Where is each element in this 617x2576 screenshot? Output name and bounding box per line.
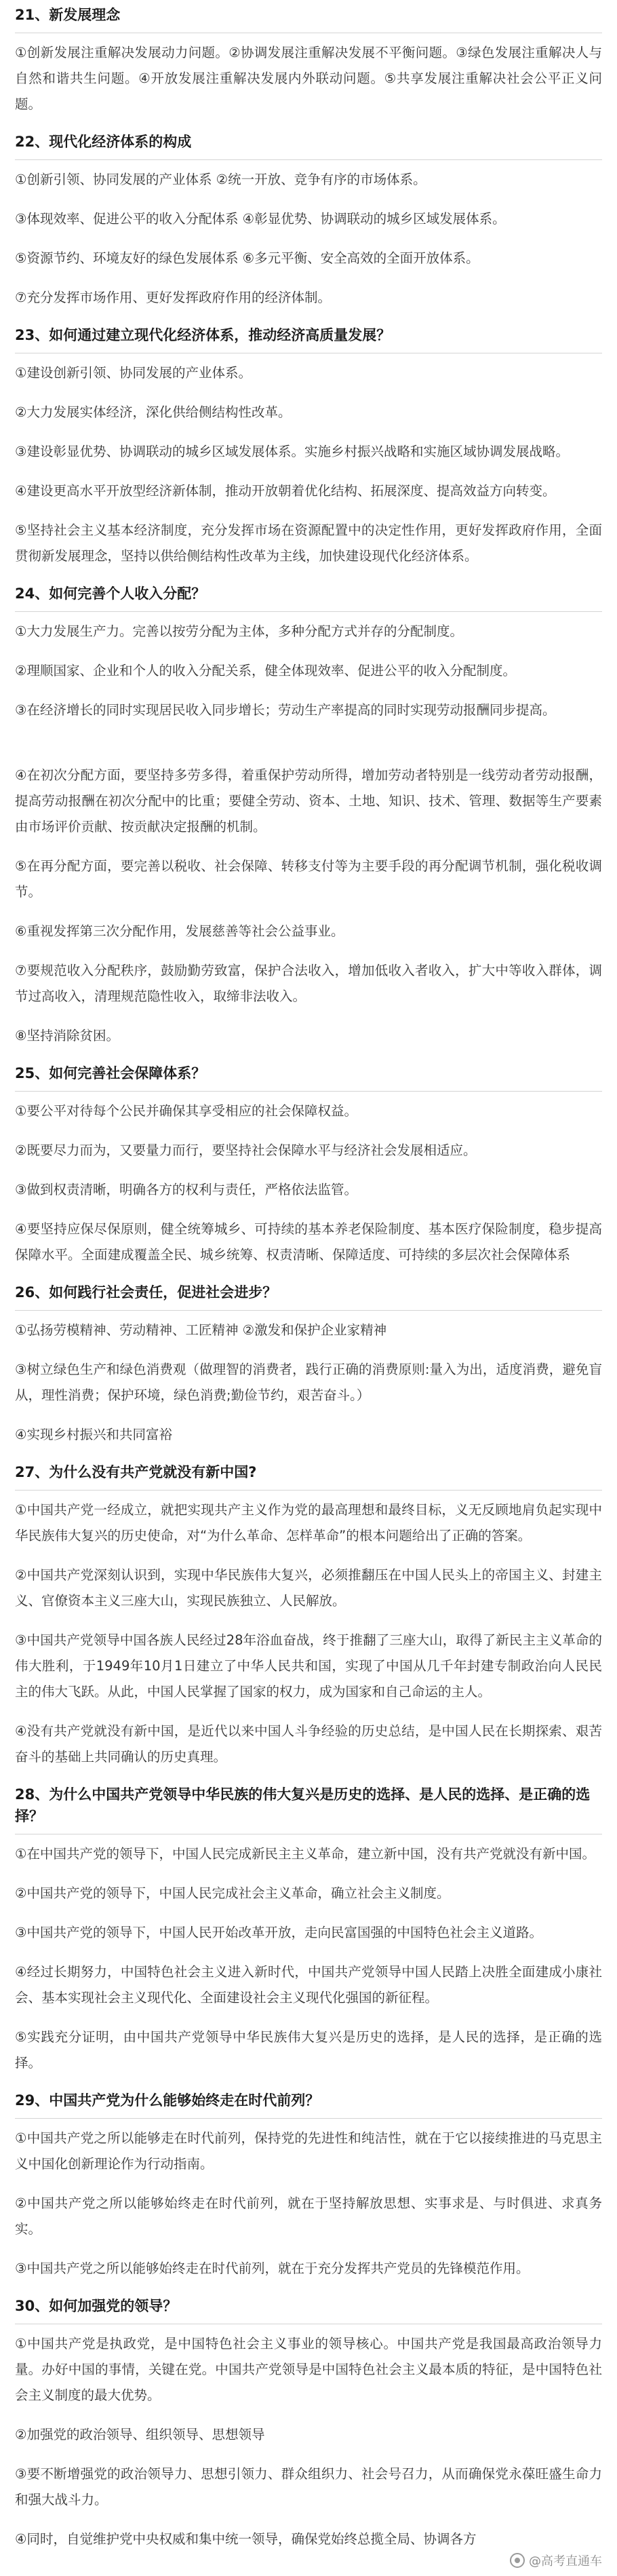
section-title: 24、如何完善个人收入分配？ bbox=[15, 585, 206, 602]
paragraph: ④在初次分配方面，要坚持多劳多得，着重保护劳动所得，增加劳动者特别是一线劳动者劳动报酬，提高劳动报酬在初次分配中的比重；要健全劳动、资本、土地、知识、技术、管理、数据等生产要素由市场评价贡献、按贡献决定报酬的机制。 bbox=[15, 767, 602, 834]
section bbox=[15, 1062, 602, 1268]
paragraph: ①创新引领、协同发展的产业体系 ②统一开放、竞争有序的市场体系。 bbox=[15, 172, 426, 187]
paragraph: ⑤资源节约、环境友好的绿色发展体系 ⑥多元平衡、安全高效的全面开放体系。 bbox=[15, 250, 479, 266]
paragraph: ②大力发展实体经济，深化供给侧结构性改革。 bbox=[15, 404, 292, 420]
paragraph: ①在中国共产党的领导下，中国人民完成新民主主义革命，建立新中国，没有共产党就没有新中国。 bbox=[15, 1846, 595, 1862]
section-title: 28、为什么中国共产党领导中华民族的伟大复兴是历史的选择、是人民的选择、是正确的选择？ bbox=[15, 1786, 591, 1824]
paragraph: ⑤在再分配方面，要完善以税收、社会保障、转移支付等为主要手段的再分配调节机制，强化税收调节。 bbox=[15, 858, 602, 900]
paragraph: ⑧坚持消除贫困。 bbox=[15, 1028, 119, 1043]
section-title: 22、现代化经济体系的构成 bbox=[15, 134, 192, 150]
paragraph: ③中国共产党领导中国各族人民经过28年浴血奋战，终于推翻了三座大山，取得了新民主主义革命的伟大胜利，于1949年10月1日建立了中华人民共和国，实现了中国从几千年封建专制政治向人民民主的伟大飞跃。从此，中国人民掌握了国家的权力，成为国家和自己命运的主人。 bbox=[15, 1632, 602, 1699]
paragraph: ②中国共产党之所以能够始终走在时代前列，就在于坚持解放思想、实事求是、与时俱进、求真务实。 bbox=[15, 2195, 602, 2237]
paragraph: ①要公平对待每个公民并确保其享受相应的社会保障权益。 bbox=[15, 1103, 357, 1119]
paragraph: ①建设创新引领、协同发展的产业体系。 bbox=[15, 365, 252, 381]
paragraph: ④要坚持应保尽保原则，健全统筹城乡、可持续的基本养老保险制度、基本医疗保险制度，稳步提高保障水平。全面建成覆盖全民、城乡统筹、权责清晰、保障适度、可持续的多层次社会保障体系 bbox=[15, 1221, 602, 1263]
paragraph: ②加强党的政治领导、组织领导、思想领导 bbox=[15, 2427, 265, 2442]
paragraph: ②中国共产党深刻认识到，实现中华民族伟大复兴，必须推翻压在中国人民头上的帝国主义、封建主义、官僚资本主义三座大山，实现民族独立、人民解放。 bbox=[15, 1567, 602, 1609]
section-divider bbox=[15, 611, 602, 612]
paragraph: ①弘扬劳模精神、劳动精神、工匠精神 ②激发和保护企业家精神 bbox=[15, 1322, 387, 1338]
section bbox=[15, 1282, 602, 1448]
section bbox=[15, 1784, 602, 2076]
paragraph: ③做到权责清晰，明确各方的权利与责任，严格依法监管。 bbox=[15, 1182, 357, 1197]
section bbox=[15, 2090, 602, 2282]
paragraph: ④没有共产党就没有新中国，是近代以来中国人斗争经验的历史总结，是中国人民在长期探索、艰苦奋斗的基础上共同确认的历史真理。 bbox=[15, 1723, 602, 1765]
paragraph: ①中国共产党一经成立，就把实现共产主义作为党的最高理想和最终目标，义无反顾地肩负起实现中华民族伟大复兴的历史使命，对“为什么革命、怎样革命”的根本问题给出了正确的答案。 bbox=[15, 1502, 602, 1543]
paragraph: ①中国共产党之所以能够走在时代前列，保持党的先进性和纯洁性，就在于它以接续推进的马克思主义中国化创新理论作为行动指南。 bbox=[15, 2130, 602, 2172]
paragraph: ③中国共产党之所以能够始终走在时代前列，就在于充分发挥共产党员的先锋模范作用。 bbox=[15, 2261, 530, 2276]
paragraph: ⑤坚持社会主义基本经济制度，充分发挥市场在资源配置中的决定性作用，更好发挥政府作用，全面贯彻新发展理念，坚持以供给侧结构性改革为主线，加快建设现代化经济体系。 bbox=[15, 522, 602, 564]
paragraph: ①大力发展生产力。完善以按劳分配为主体，多种分配方式并存的分配制度。 bbox=[15, 623, 463, 639]
paragraph: ②理顺国家、企业和个人的收入分配关系，健全体现效率、促进公平的收入分配制度。 bbox=[15, 663, 516, 678]
section-divider bbox=[15, 1490, 602, 1491]
section-divider bbox=[15, 2118, 602, 2119]
section-title: 27、为什么没有共产党就没有新中国? bbox=[15, 1464, 257, 1480]
paragraph: ⑦要规范收入分配秩序，鼓励勤劳致富，保护合法收入，增加低收入者收入，扩大中等收入群体，调节过高收入，清理规范隐性收入，取缔非法收入。 bbox=[15, 963, 602, 1004]
paragraph: ④经过长期努力，中国特色社会主义进入新时代，中国共产党领导中国人民踏上决胜全面建成小康社会、基本实现社会主义现代化、全面建设社会主义现代化强国的新征程。 bbox=[15, 1964, 602, 2005]
paragraph: ②中国共产党的领导下，中国人民完成社会主义革命，确立社会主义制度。 bbox=[15, 1885, 450, 1901]
paragraph: ①中国共产党是执政党，是中国特色社会主义事业的领导核心。中国共产党是我国最高政治领导力量。办好中国的事情，关键在党。中国共产党领导是中国特色社会主义最本质的特征，是中国特色社会主义制度的最大优势。 bbox=[15, 2336, 602, 2403]
section bbox=[15, 324, 602, 569]
paragraph: ③要不断增强党的政治领导力、思想引领力、群众组织力、社会号召力，从而确保党永葆旺盛生命力和强大战斗力。 bbox=[15, 2466, 602, 2507]
paragraph: ③中国共产党的领导下，中国人民开始改革开放，走向民富国强的中国特色社会主义道路。 bbox=[15, 1925, 542, 1940]
section bbox=[15, 583, 602, 1049]
paragraph: ⑦充分发挥市场作用、更好发挥政府作用的经济体制。 bbox=[15, 290, 331, 305]
blank-line bbox=[15, 737, 602, 763]
section-title: 25、如何完善社会保障体系？ bbox=[15, 1065, 206, 1081]
section bbox=[15, 2295, 602, 2552]
section bbox=[15, 4, 602, 117]
section bbox=[15, 131, 602, 311]
paragraph: ①创新发展注重解决发展动力问题。②协调发展注重解决发展不平衡问题。③绿色发展注重解决人与自然和谐共生问题。④开放发展注重解决发展内外联动问题。⑤共享发展注重解决社会公平正义问题。 bbox=[15, 45, 602, 112]
section-title: 30、如何加强党的领导？ bbox=[15, 2298, 178, 2314]
section-title: 29、中国共产党为什么能够始终走在时代前列？ bbox=[15, 2092, 320, 2109]
paragraph: ④建设更高水平开放型经济新体制，推动开放朝着优化结构、拓展深度、提高效益方向转变。 bbox=[15, 483, 556, 499]
watermark-text: @高考直通车 bbox=[529, 2554, 602, 2569]
paragraph: ④同时，自觉维护党中央权威和集中统一领导，确保党始终总揽全局、协调各方 bbox=[15, 2531, 477, 2547]
paragraph: ③在经济增长的同时实现居民收入同步增长；劳动生产率提高的同时实现劳动报酬同步提高。 bbox=[15, 702, 556, 718]
section bbox=[15, 1461, 602, 1770]
paragraph: ③体现效率、促进公平的收入分配体系 ④彰显优势、协调联动的城乡区域发展体系。 bbox=[15, 211, 506, 227]
paragraph: ③建设彰显优势、协调联动的城乡区域发展体系。实施乡村振兴战略和实施区域协调发展战略。 bbox=[15, 444, 569, 459]
section-divider bbox=[15, 1091, 602, 1092]
paragraph: ③树立绿色生产和绿色消费观（做理智的消费者，践行正确的消费原则:量入为出，适度消费，避免盲从，理性消费；保护环境，绿色消费;勤俭节约，艰苦奋斗。） bbox=[15, 1362, 602, 1403]
sections-container bbox=[15, 4, 602, 2552]
section-title: 26、如何践行社会责任，促进社会进步？ bbox=[15, 1284, 277, 1301]
section-divider bbox=[15, 159, 602, 160]
paragraph: ⑤实践充分证明，由中国共产党领导中华民族伟大复兴是历史的选择，是人民的选择，是正确的选择。 bbox=[15, 2029, 602, 2071]
weibo-logo-icon bbox=[510, 2553, 525, 2568]
paragraph: ②既要尽力而为，又要量力而行，要坚持社会保障水平与经济社会发展相适应。 bbox=[15, 1142, 477, 1158]
watermark bbox=[510, 2552, 602, 2569]
section-title: 23、如何通过建立现代化经济体系，推动经济高质量发展？ bbox=[15, 327, 391, 343]
section-divider bbox=[15, 1310, 602, 1311]
section-title: 21、新发展理念 bbox=[15, 7, 121, 23]
paragraph: ④实现乡村振兴和共同富裕 bbox=[15, 1427, 172, 1442]
paragraph: ⑥重视发挥第三次分配作用，发展慈善等社会公益事业。 bbox=[15, 923, 344, 939]
